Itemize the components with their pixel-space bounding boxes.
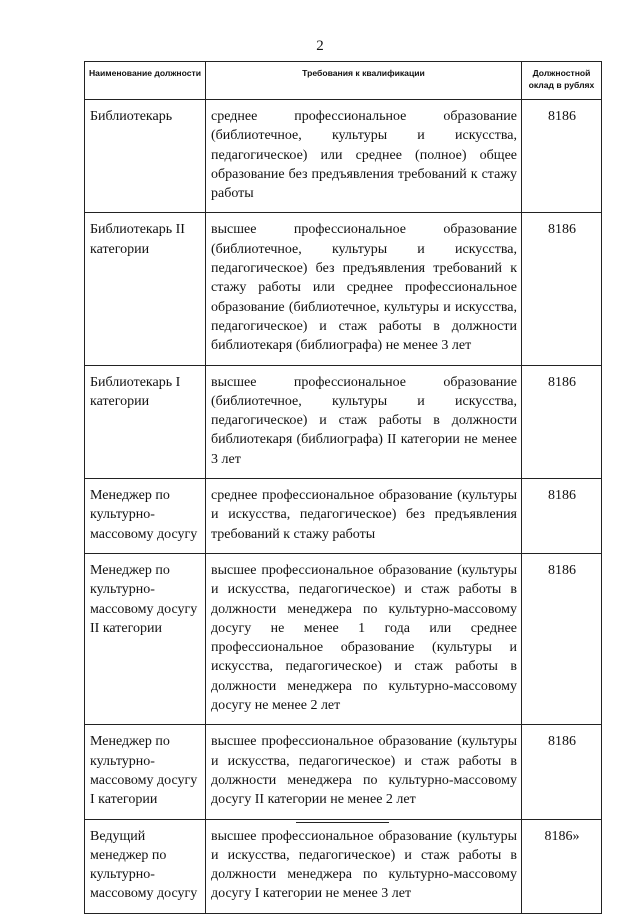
header-position: Наименование должности: [85, 62, 206, 100]
table-row: [85, 819, 602, 913]
qualification-table: [84, 61, 602, 914]
cell-position: Менеджер по культурно-массовому досугу II категории: [85, 553, 206, 724]
cell-salary: 8186: [522, 365, 602, 478]
cell-requirements: среднее профессиональное образование (культуры и искусства, педагогическое) без предъявления требований к стажу работы: [206, 479, 522, 554]
cell-position: Менеджер по культурно-массовому досугу I категории: [85, 725, 206, 819]
cell-position: Ведущий менеджер по культурно-массовому досугу: [85, 819, 206, 913]
cell-position: Библиотекарь II категории: [85, 213, 206, 365]
cell-requirements: высшее профессиональное образование (культуры и искусства, педагогическое) и стаж работы в должности менеджера по культурно-массовому досугу II категории не менее 2 лет: [206, 725, 522, 819]
separator-line: [296, 822, 389, 823]
table-header-row: [85, 62, 602, 100]
cell-salary: 8186: [522, 479, 602, 554]
header-requirements: Требования к квалификации: [206, 62, 522, 100]
table-row: [85, 100, 602, 213]
table-row: [85, 213, 602, 365]
cell-position: Библиотекарь I категории: [85, 365, 206, 478]
table-row: [85, 725, 602, 819]
cell-salary: 8186: [522, 100, 602, 213]
cell-position: Менеджер по культурно-массовому досугу: [85, 479, 206, 554]
cell-requirements: высшее профессиональное образование (библиотечное, культуры и искусства, педагогическое) без предъявления требований к стажу работы или среднее профессиональное образование (библиотечное, культуры и искусства, педагогическое) и стаж работы в должности библиотекаря (библиографа) не менее 3 лет: [206, 213, 522, 365]
cell-salary: 8186: [522, 213, 602, 365]
table-row: [85, 553, 602, 724]
table-row: [85, 479, 602, 554]
cell-requirements: высшее профессиональное образование (библиотечное, культуры и искусства, педагогическое) и стаж работы в должности библиотекаря (библиографа) II категории не менее 3 лет: [206, 365, 522, 478]
cell-requirements: среднее профессиональное образование (библиотечное, культуры и искусства, педагогическое) или среднее (полное) общее образование без предъявления требований к стажу работы: [206, 100, 522, 213]
cell-salary: 8186: [522, 725, 602, 819]
cell-requirements: высшее профессиональное образование (культуры и искусства, педагогическое) и стаж работы в должности менеджера по культурно-массовому досугу I категории не менее 3 лет: [206, 819, 522, 913]
page-number: 2: [316, 38, 324, 54]
cell-position: Библиотекарь: [85, 100, 206, 213]
header-salary: Должностной оклад в рублях: [522, 62, 602, 100]
cell-salary: 8186»: [522, 819, 602, 913]
table-row: [85, 365, 602, 478]
cell-requirements: высшее профессиональное образование (культуры и искусства, педагогическое) и стаж работы в должности менеджера по культурно-массовому досугу не менее 1 года или среднее профессиональное образование (культуры и искусства, педагогическое) и стаж работы в должности менеджера по культурно-массовому досугу не менее 2 лет: [206, 553, 522, 724]
cell-salary: 8186: [522, 553, 602, 724]
